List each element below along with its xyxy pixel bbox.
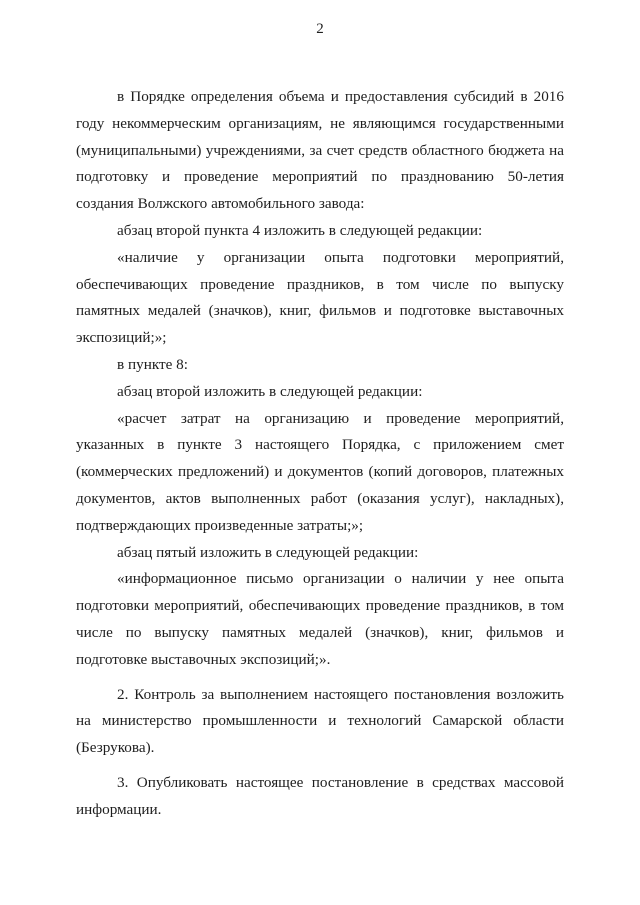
paragraph-point8-fifth-amendment: абзац пятый изложить в следующей редакции: <box>117 543 419 561</box>
paragraph-control-clause: 2. Контроль за выполнением настоящего постановления возложить на министерство промышленности и технологий Самарской области (Безрукова). <box>76 685 564 757</box>
paragraph-point8-heading: в пункте 8: <box>117 355 188 373</box>
paragraph-point8-fifth-text: «информационное письмо организации о наличии у нее опыта подготовки мероприятий, обеспечивающих проведение праздников, в том числе по выпуску памятных медалей (значков), книг, фильмов и подготовке выставочных экспозиций;». <box>76 570 564 668</box>
paragraph-order-reference: в Порядке определения объема и предоставления субсидий в 2016 году некоммерческим организациям, не являющимся государственными (муниципальными) учреждениями, за счет средств областного бюджета на подготовку и проведение мероприятий по празднованию 50-летия создания Волжского автомобильного завода: <box>76 88 564 213</box>
paragraph-publication-clause: 3. Опубликовать настоящее постановление в средствах массовой информации. <box>76 773 564 818</box>
paragraph-point8-second-amendment: абзац второй изложить в следующей редакции: <box>117 382 423 400</box>
page-number: 2 <box>316 21 324 37</box>
paragraph-point8-second-text: «расчет затрат на организацию и проведение мероприятий, указанных в пункте 3 настоящего Порядка, с приложением смет (коммерческих предложений) и документов (копий договоров, платежных документов, актов выполненных работ (оказания услуг), накладных), подтверждающих произведенные затраты;»; <box>76 409 564 534</box>
document-body <box>76 84 564 824</box>
paragraph-point4-text: «наличие у организации опыта подготовки мероприятий, обеспечивающих проведение праздников, в том числе по выпуску памятных медалей (значков), книг, фильмов и подготовке выставочных экспозиций;»; <box>76 248 564 347</box>
paragraph-point4-amendment: абзац второй пункта 4 изложить в следующей редакции: <box>117 221 483 239</box>
